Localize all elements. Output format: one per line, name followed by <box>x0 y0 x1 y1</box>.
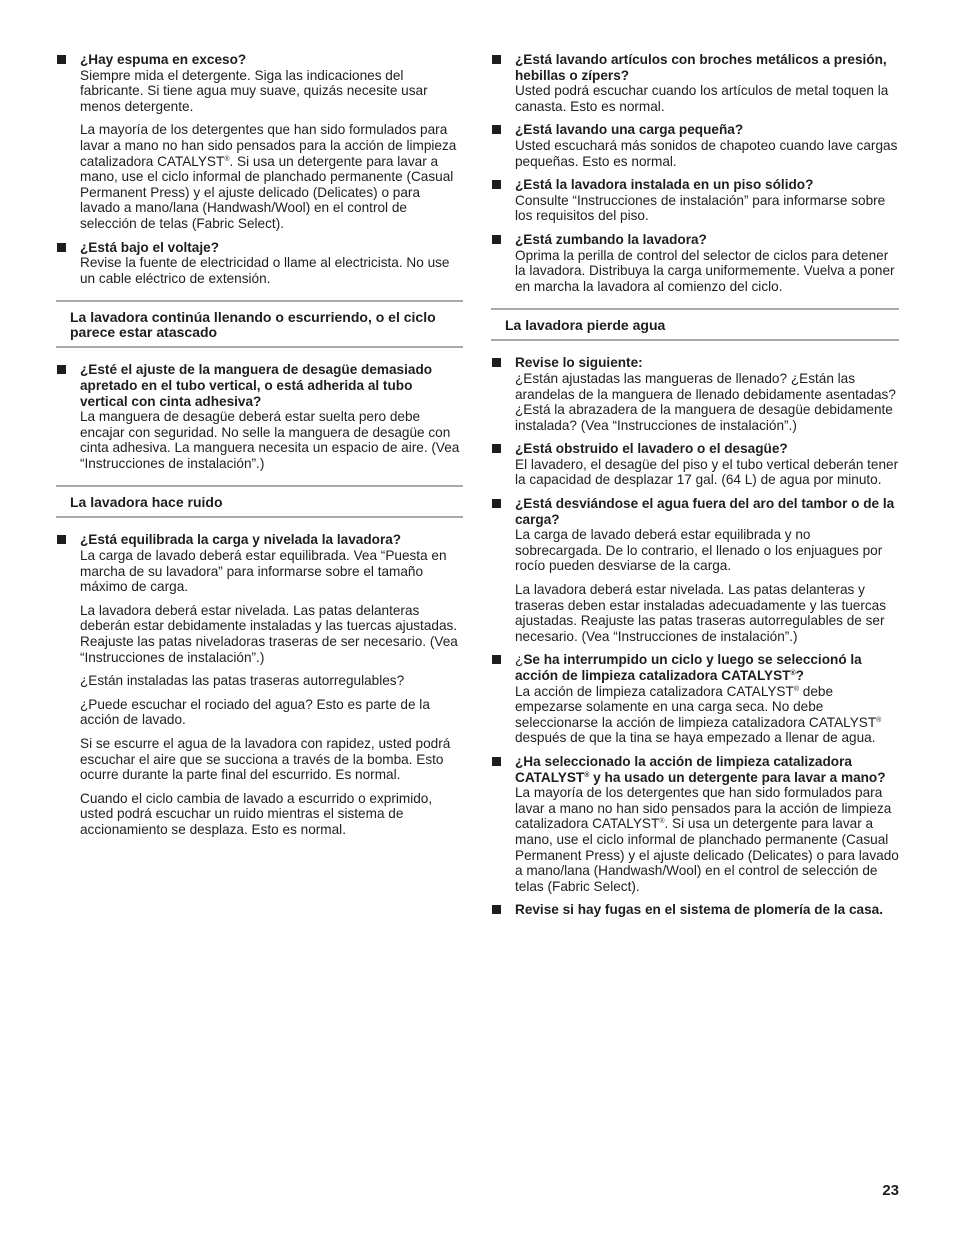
square-bullet-icon <box>57 55 66 64</box>
section-heading: La lavadora continúa llenando o escurriendo, o el ciclo parece estar atascado <box>56 300 463 348</box>
question: ¿Está zumbando la lavadora? <box>515 231 707 247</box>
answer: Usted podrá escuchar cuando los artículos de metal toquen la canasta. Esto es normal. <box>515 83 889 114</box>
square-bullet-icon <box>492 125 501 134</box>
list-item <box>56 532 463 837</box>
list-item <box>491 441 899 488</box>
square-bullet-icon <box>492 444 501 453</box>
square-bullet-icon <box>57 535 66 544</box>
answer: La carga de lavado deberá estar equilibrada y no sobrecargada. De lo contrario, el llenado o los enjuagues por rocío pueden desviarse de la carga. <box>515 527 883 574</box>
question: Revise lo siguiente: <box>515 355 643 371</box>
question: ¿Ha seleccionado la acción de limpieza catalizadora CATALYST® y ha usado un detergente para lavar a mano? <box>515 753 886 785</box>
question: ¿Hay espuma en exceso? <box>80 52 247 67</box>
list-item <box>491 902 899 918</box>
list-item <box>56 52 463 232</box>
list-item <box>491 177 899 224</box>
question: ¿Está lavando una carga pequeña? <box>515 122 744 138</box>
square-bullet-icon <box>492 905 501 914</box>
square-bullet-icon <box>492 180 501 189</box>
list-item <box>491 652 899 746</box>
answer: La carga de lavado deberá estar equilibrada. Vea “Puesta en marcha de su lavadora” para informarse sobre el tamaño máximo de carga. <box>80 548 447 595</box>
square-bullet-icon <box>57 243 66 252</box>
question: ¿Está equilibrada la carga y nivelada la lavadora? <box>80 532 402 548</box>
square-bullet-icon <box>492 235 501 244</box>
question: ¿Se ha interrumpido un ciclo y luego se seleccionó la acción de limpieza catalizadora CATALYST®? <box>515 652 862 683</box>
square-bullet-icon <box>57 365 66 374</box>
question: ¿Está la lavadora instalada en un piso sólido? <box>515 177 814 193</box>
question: ¿Está bajo el voltaje? <box>80 239 219 255</box>
left-column <box>56 52 463 846</box>
list-item <box>491 122 899 169</box>
answer: ¿Están ajustadas las mangueras de llenado? ¿Están las arandelas de la manguera de llenado debidamente asentadas? ¿Está la abrazadera de la manguera de desagüe debidamente instalada? (Vea “Instrucciones de instalación”.) <box>515 370 896 433</box>
square-bullet-icon <box>492 655 501 664</box>
section-heading: La lavadora hace ruido <box>56 485 463 518</box>
square-bullet-icon <box>492 358 501 367</box>
answer: La acción de limpieza catalizadora CATALYST® debe empezarse solamente en una carga seca. No debe seleccionarse la acción de limpieza catalizadora CATALYST® después de que la tina se haya empezado a llenar de agua. <box>515 683 882 746</box>
paragraph: La lavadora deberá estar nivelada. Las patas delanteras y traseras deben estar instaladas adecuadamente y las tuercas ajustadas. Reajuste las patas traseras autorregulables de ser necesario. (Vea “Instrucciones de instalación”.) <box>515 582 887 644</box>
paragraph: Cuando el ciclo cambia de lavado a escurrido o exprimido, usted podrá escuchar un ruido mientras el sistema de accionamiento se desplaza. Esto es normal. <box>80 790 433 837</box>
square-bullet-icon <box>492 757 501 766</box>
question: ¿Está desviándose el agua fuera del aro del tambor o de la carga? <box>515 496 895 527</box>
answer: Consulte “Instrucciones de instalación” para informarse sobre los requisitos del piso. <box>515 192 886 224</box>
page-number: 23 <box>882 1182 899 1199</box>
list-item <box>56 240 463 287</box>
answer: Siempre mida el detergente. Siga las indicaciones del fabricante. Si tiene agua muy suave, quizás necesite usar menos detergente. <box>80 67 428 114</box>
question: ¿Esté el ajuste de la manguera de desagüe demasiado apretado en el tubo vertical, o está adherida al tubo vertical con cinta adhesiva? <box>80 362 433 409</box>
question: ¿Está obstruido el lavadero o el desagüe? <box>515 441 788 457</box>
paragraph: Si se escurre el agua de la lavadora con rapidez, usted podrá escuchar el aire que se succiona a través de la bomba. Esto ocurre durante la parte final del escurrido. Es normal. <box>80 736 451 783</box>
question: Revise si hay fugas en el sistema de plomería de la casa. <box>515 902 883 918</box>
list-item <box>56 362 463 471</box>
answer: Revise la fuente de electricidad o llame al electricista. No use un cable eléctrico de extensión. <box>80 255 450 286</box>
list-item <box>491 496 899 644</box>
paragraph: ¿Puede escuchar el rociado del agua? Esto es parte de la acción de lavado. <box>80 696 430 728</box>
square-bullet-icon <box>492 499 501 508</box>
answer: La mayoría de los detergentes que han sido formulados para lavar a mano no han sido pensados para la acción de limpieza catalizadora CATALYST®. Si usa un detergente para lavar a mano, use el ciclo informal de planchado permanente (Casual Permanent Press) y el ajuste delicado (Delicates) o para lavado a mano/lana (Handwash/Wool) en el control de selección de telas (Fabric Select). <box>515 785 899 894</box>
answer: La manguera de desagüe deberá estar suelta pero debe encajar con seguridad. No selle la manguera de desagüe con cinta adhesiva. La manguera necesita un espacio de aire. (Vea “Instrucciones de instalación”.) <box>80 409 460 471</box>
paragraph: La mayoría de los detergentes que han sido formulados para lavar a mano no han sido pensados para la acción de limpieza catalizadora CATALYST®. Si usa un detergente para lavar a mano, use el ciclo informal de planchado permanente (Casual Permanent Press) y el ajuste delicado (Delicates) o para lavado a mano/lana (Handwash/Wool) en el control de selección de telas (Fabric Select). <box>80 122 457 231</box>
paragraph: ¿Están instaladas las patas traseras autorregulables? <box>80 673 405 689</box>
answer: Oprima la perilla de control del selector de ciclos para detener la lavadora. Distribuya la carga uniformemente. Vuelva a poner en marcha la lavadora al comienzo del ciclo. <box>515 247 895 294</box>
section-heading: La lavadora pierde agua <box>491 308 899 341</box>
answer: El lavadero, el desagüe del piso y el tubo vertical deberán tener la capacidad de desplazar 17 gal. (64 L) de agua por minuto. <box>515 456 899 488</box>
square-bullet-icon <box>492 55 501 64</box>
answer: Usted escuchará más sonidos de chapoteo cuando lave cargas pequeñas. Esto es normal. <box>515 137 898 169</box>
list-item <box>491 754 899 894</box>
list-item <box>491 355 899 433</box>
question: ¿Está lavando artículos con broches metálicos a presión, hebillas o zípers? <box>515 52 887 83</box>
paragraph: La lavadora deberá estar nivelada. Las patas delanteras deberán estar debidamente instaladas y las tuercas ajustadas. Reajuste las patas niveladoras traseras de ser necesario. (Vea “Instrucciones de instalación”.) <box>80 602 458 665</box>
right-column <box>491 52 899 926</box>
list-item <box>491 52 899 114</box>
list-item <box>491 232 899 294</box>
